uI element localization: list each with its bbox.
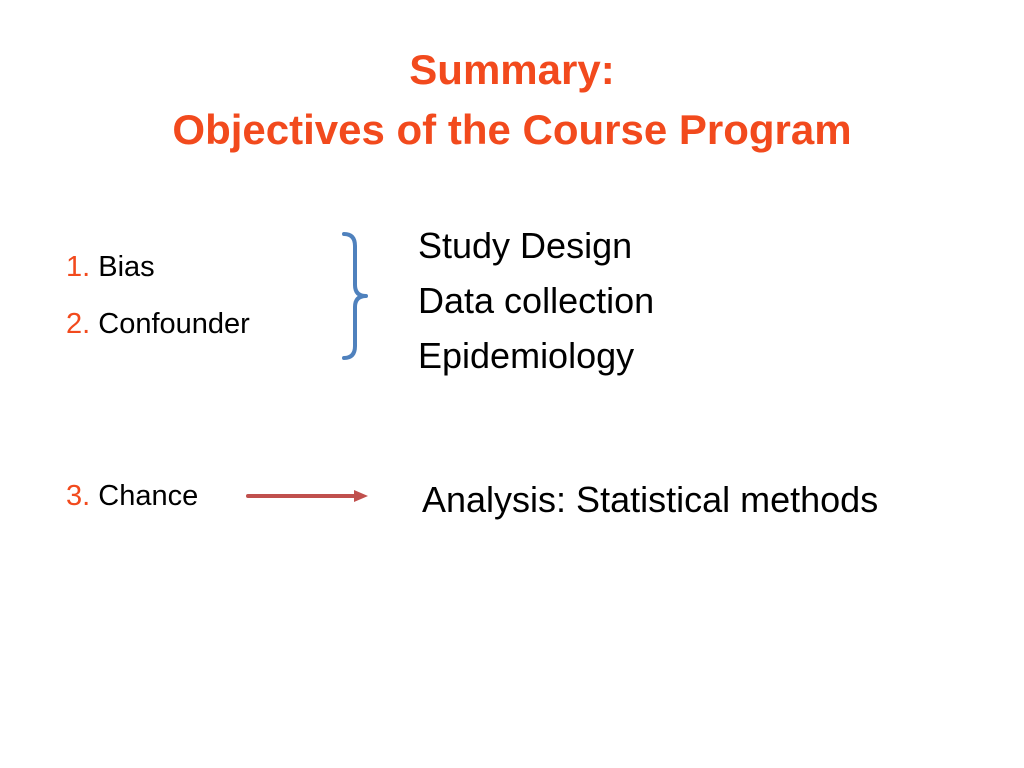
list-label: Chance bbox=[98, 480, 199, 512]
list-number: 1. bbox=[66, 251, 91, 283]
slide-title bbox=[0, 40, 1024, 160]
arrow-target-text: Analysis: Statistical methods bbox=[422, 479, 879, 520]
list-label: Bias bbox=[98, 251, 155, 283]
list-label: Confounder bbox=[98, 308, 250, 340]
bracket-group-list bbox=[418, 218, 654, 383]
group-item-epidemiology: Epidemiology bbox=[418, 335, 635, 376]
list-item-bias bbox=[66, 250, 155, 284]
title-line-2: Objectives of the Course Program bbox=[172, 106, 852, 153]
title-line-1: Summary: bbox=[409, 46, 615, 93]
list-item-chance bbox=[66, 479, 198, 513]
group-item-data-collection: Data collection bbox=[418, 280, 655, 321]
group-item-study-design: Study Design bbox=[418, 225, 633, 266]
list-number: 3. bbox=[66, 480, 91, 512]
list-number: 2. bbox=[66, 308, 91, 340]
right-arrow-icon bbox=[248, 490, 368, 502]
list-item-confounder bbox=[66, 307, 250, 341]
right-bracket-icon bbox=[344, 234, 366, 358]
